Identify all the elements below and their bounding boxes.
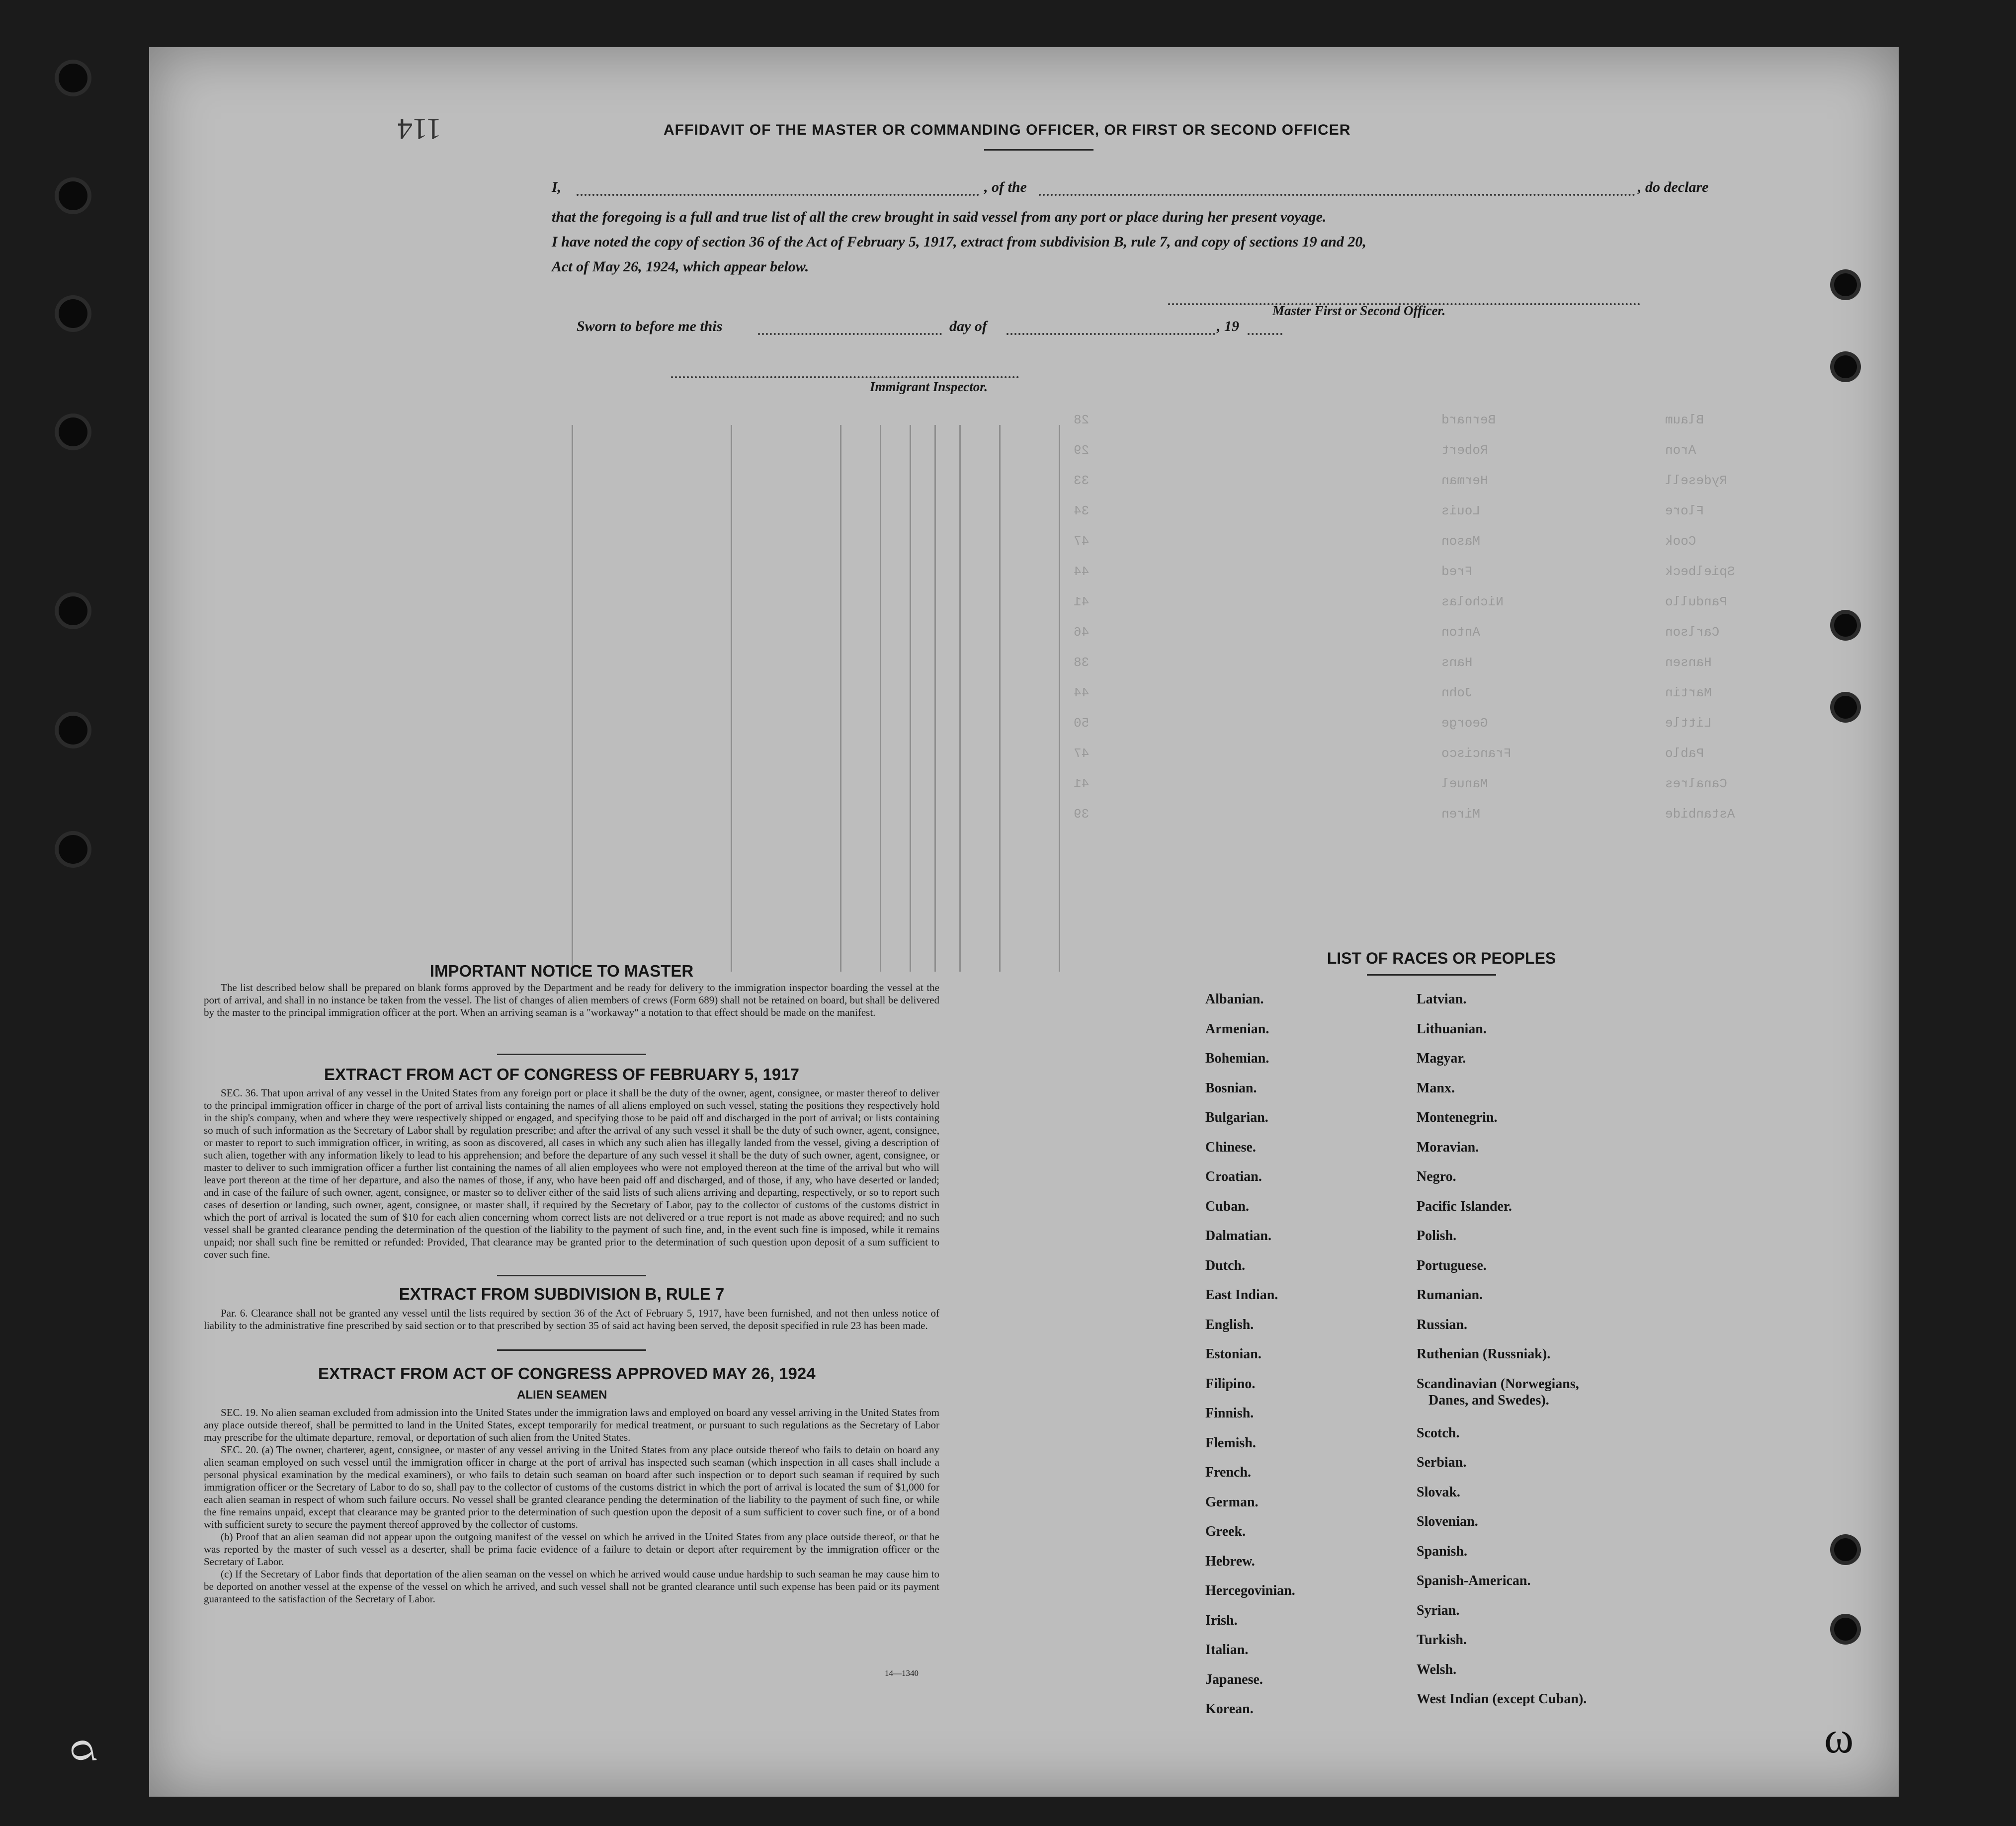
punch-hole [1834, 1618, 1857, 1641]
sec20b-paragraph: (b) Proof that an alien seaman did not appear upon the outgoing manifest of the vessel on which he arrived in the United States from any place outside thereof, or that he was reported by the master of such vessel as a deserter, shall be prima facie evidence of a failure to detain or deport after requirement by the immigration officer or the Secretary of Labor. [204, 1531, 939, 1568]
race-item: Bosnian. [1205, 1080, 1257, 1096]
race-item: Slovenian. [1417, 1514, 1478, 1530]
bleed-through-text: Bernard [1441, 413, 1496, 427]
manifest-page [60, 47, 1899, 1797]
divider [497, 1349, 646, 1351]
race-item: Flemish. [1205, 1435, 1256, 1451]
bleed-through-text: 34 [1074, 503, 1090, 518]
punch-hole [59, 835, 87, 864]
race-item: Welsh. [1417, 1661, 1457, 1677]
bleed-through-text: 44 [1074, 685, 1090, 700]
bleed-through-text: Robert [1441, 443, 1488, 458]
race-item: French. [1205, 1465, 1252, 1480]
race-item: Bulgarian. [1205, 1110, 1268, 1125]
divider [1367, 974, 1496, 976]
race-item: Pacific Islander. [1417, 1198, 1512, 1214]
sec20c-paragraph: (c) If the Secretary of Labor finds that deportation of the alien seaman on the vessel on which he arrived would cause undue hardship to such seaman he may cause him to be deported on another vessel at the expense of the vessel on which he arrived, and such vessel shall not be granted clearance until such expense has been paid or its payment guaranteed to the satisfaction of the Secretary of Labor. [204, 1568, 939, 1605]
race-item: Magyar. [1417, 1051, 1466, 1066]
extract2-text [204, 1307, 939, 1332]
bleed-through-text: Pablo [1665, 746, 1704, 761]
bleed-through-text: Blaum [1665, 413, 1704, 427]
sec20a-paragraph: SEC. 20. (a) The owner, charterer, agent, consignee, or master of any vessel arriving in the United States from any place outside thereof who fails to detain on board any alien seaman employed on such vessel until the immigration officer in charge at the port of arrival has inspected such seaman (which inspection in all cases shall include a personal physical examination by the medical examiners), or who fails to detain such seaman on board after such inspection or to deport such seaman if required by such immigration officer or the Secretary of Labor to do so, shall pay to the collector of customs of the customs district in which the port of arrival is located the sum of $1,000 for each alien seaman in respect of whom such failure occurs. No vessel shall be granted clearance pending the determination of the liability to the payment of such fine, or while the fine remains unpaid, except that clearance may be granted prior to the determination of such question upon the deposit of a sum sufficient to cover such fine, or of a bond with sufficient surety to secure the payment thereof approved by the collector of customs. [204, 1444, 939, 1530]
year-label: , 19 [1217, 318, 1239, 334]
bleed-through-text: John [1441, 685, 1473, 700]
race-item: Filipino. [1205, 1376, 1256, 1392]
column-line [999, 425, 1001, 972]
punch-hole [1834, 273, 1857, 296]
punch-hole [1834, 1538, 1857, 1561]
bleed-through-text: Hans [1441, 655, 1473, 670]
race-item: Croatian. [1205, 1169, 1262, 1184]
bleed-through-text: Spielbeck [1665, 564, 1735, 579]
column-line [840, 425, 841, 972]
extract2-title: EXTRACT FROM SUBDIVISION B, RULE 7 [399, 1285, 725, 1303]
bleed-through-text: Hansen [1665, 655, 1712, 670]
race-item: Korean. [1205, 1701, 1254, 1717]
race-item: Dutch. [1205, 1257, 1246, 1273]
bleed-through-text: George [1441, 716, 1488, 731]
form-code: 14—1340 [885, 1668, 919, 1678]
punch-hole [59, 64, 87, 92]
race-item: Japanese. [1205, 1671, 1263, 1687]
sworn-label: Sworn to before me this [577, 318, 723, 334]
race-item: Albanian. [1205, 992, 1264, 1007]
bleed-through-text: 47 [1074, 746, 1090, 761]
affidavit-i: I, [552, 179, 562, 195]
bleed-through-text: Astanbide [1665, 807, 1735, 822]
day-of-label: day of [949, 318, 987, 334]
races-title: LIST OF RACES OR PEOPLES [1327, 949, 1556, 967]
column-line [731, 425, 732, 972]
race-item: Cuban. [1205, 1198, 1249, 1214]
race-item: Danes, and Swedes). [1428, 1392, 1549, 1408]
race-item: Spanish. [1417, 1543, 1467, 1559]
race-item: Ruthenian (Russniak). [1417, 1346, 1551, 1362]
race-item: Finnish. [1205, 1406, 1254, 1421]
bleed-through-text: Aron [1665, 443, 1696, 458]
bleed-through-text: Nicholas [1441, 594, 1504, 609]
race-item: Hebrew. [1205, 1553, 1255, 1569]
bleed-through-text: 33 [1074, 473, 1090, 488]
race-item: Irish. [1205, 1612, 1238, 1628]
inspector-label: Immigrant Inspector. [870, 379, 988, 394]
extract3-subtitle: ALIEN SEAMEN [517, 1388, 607, 1402]
page-number: 114 [398, 113, 441, 146]
bleed-through-text: Rydesell [1665, 473, 1727, 488]
divider [497, 1054, 646, 1055]
year-blank [1248, 333, 1282, 335]
race-item: Lithuanian. [1417, 1021, 1487, 1037]
bleed-through-text: Fred [1441, 564, 1473, 579]
extract2-paragraph: Par. 6. Clearance shall not be granted any vessel until the lists required by section 36 of the Act of February 5, 1917, have been furnished, and not then unless notice of liability to the administrative fine prescribed by said section or to that prescribed by section 35 of said act having been served, the deposit specified in rule 23 has been made. [204, 1307, 939, 1331]
punch-hole [1834, 614, 1857, 637]
race-item: Syrian. [1417, 1602, 1460, 1618]
bleed-through-text: Mason [1441, 534, 1481, 549]
column-line [934, 425, 936, 972]
bleed-through-text: Louis [1441, 503, 1481, 518]
affidavit-line3: I have noted the copy of section 36 of the Act of February 5, 1917, extract from subdivision B, rule 7, and copy of sections 19 and 20, [552, 234, 1366, 250]
punch-hole [59, 181, 87, 210]
column-line [880, 425, 881, 972]
race-item: Manx. [1417, 1080, 1455, 1096]
name-blank [577, 194, 979, 196]
race-item: Latvian. [1417, 992, 1467, 1007]
affidavit-title: AFFIDAVIT OF THE MASTER OR COMMANDING OFFICER, OR FIRST OR SECOND OFFICER [664, 122, 1351, 138]
race-item: Chinese. [1205, 1139, 1256, 1155]
bleed-through-text: Canalres [1665, 776, 1727, 791]
race-item: Russian. [1417, 1317, 1467, 1332]
race-item: West Indian (except Cuban). [1417, 1691, 1587, 1707]
punch-hole [59, 299, 87, 328]
race-item: Bohemian. [1205, 1051, 1269, 1066]
extract3-text [204, 1407, 939, 1605]
vessel-blank [1039, 194, 1635, 196]
bleed-through-text: Pandullo [1665, 594, 1727, 609]
bleed-through-text: 47 [1074, 534, 1090, 549]
extract1-paragraph: SEC. 36. That upon arrival of any vessel in the United States from any foreign port or place it shall be the duty of the owner, agent, consignee, or master thereof to deliver to the principal immigration officer in charge of the port of arrival lists containing the names of all aliens employed on such vessel, stating the positions they respectively hold in the ship's company, when and where they were respectively shipped or engaged, and specifying those to be paid off and discharged in the port of arrival; or lists containing so much of such information as the Secretary of Labor shall by regulation prescribe; and after the arrival of any such vessel it shall be the duty of such owner, agent, consignee, or master to report to such immigration officer, in writing, as soon as discovered, all cases in which any such alien has illegally landed from the vessel, giving a description of such alien, together with any information likely to lead to his apprehension; and before the departure of any such vessel it shall be the duty of such owner, agent, consignee, or master to deliver to such immigration officer a further list containing the names of all alien employees who were not employed thereon at the time of the arrival but who will leave port thereon at the time of her departure, and also the names of those, if any, who have been paid off and discharged, and of those, if any, who have deserted or landed; and in case of the failure of such owner, agent, consignee, or master so to deliver either of the said lists of such aliens arriving and departing, respectively, or so to report such cases of desertion or landing, such owner, agent, consignee, or master shall, if required by the Secretary of Labor, pay to the collector of customs of the customs district in which the port of arrival is located the sum of $10 for each alien concerning whom correct lists are not delivered or a true report is not made as above required; and no such vessel shall be granted clearance pending the determination of the question of the liability to the payment of such fine, and, in the event such fine is imposed, while it remains unpaid; nor shall such fine be remitted or refunded: Provided, That clearance may be granted prior to the determination of such question upon deposit of a sum sufficient to cover such fine. [204, 1087, 939, 1260]
bleed-through-text: 41 [1074, 594, 1090, 609]
race-item: East Indian. [1205, 1287, 1278, 1303]
race-item: Greek. [1205, 1524, 1246, 1539]
race-item: Negro. [1417, 1169, 1456, 1184]
race-item: Italian. [1205, 1642, 1249, 1658]
sec19-paragraph: SEC. 19. No alien seaman excluded from admission into the United States under the immigration laws and employed on board any vessel arriving in the United States from any place outside thereof, shall be permitted to land in the United States, except temporarily for medical treatment, or pursuant to such regulations as the Secretary of Labor may prescribe for the ultimate departure, removal, or deportation of such alien from the United States. [204, 1407, 939, 1443]
inspector-signature-line [671, 376, 1019, 378]
bleed-through-text: Flore [1665, 503, 1704, 518]
race-item: Scotch. [1417, 1425, 1460, 1441]
race-item: Montenegrin. [1417, 1110, 1498, 1125]
punch-hole [1834, 696, 1857, 719]
affidavit-line4: Act of May 26, 1924, which appear below. [552, 258, 809, 275]
master-signature-label: Master First or Second Officer. [1272, 303, 1446, 318]
bleed-through-text: Manuel [1441, 776, 1488, 791]
race-item: English. [1205, 1317, 1254, 1332]
race-item: Spanish-American. [1417, 1573, 1531, 1589]
race-item: Armenian. [1205, 1021, 1269, 1037]
bleed-through-text: Little [1665, 716, 1712, 731]
extract1-text [204, 1087, 939, 1261]
race-item: Rumanian. [1417, 1287, 1483, 1303]
bleed-through-text: 41 [1074, 776, 1090, 791]
bleed-through-text: 46 [1074, 625, 1090, 640]
race-item: Hercegovinian. [1205, 1583, 1295, 1598]
sworn-date-blank [758, 333, 942, 335]
month-blank [1007, 333, 1215, 335]
extract1-title: EXTRACT FROM ACT OF CONGRESS OF FEBRUARY 5, 1917 [324, 1065, 799, 1083]
affidavit-of-the: , of the [984, 179, 1027, 195]
race-item: Polish. [1417, 1228, 1457, 1244]
race-item: Slovak. [1417, 1484, 1460, 1500]
bleed-through-text: Francisco [1441, 746, 1512, 761]
punch-hole [59, 716, 87, 745]
column-line [910, 425, 911, 972]
affidavit-do-declare: , do declare [1638, 179, 1709, 195]
bleed-through-text: Herman [1441, 473, 1488, 488]
punch-hole [1834, 355, 1857, 378]
bleed-through-text: 28 [1074, 413, 1090, 427]
extract3-title: EXTRACT FROM ACT OF CONGRESS APPROVED MAY 26, 1924 [318, 1364, 816, 1383]
race-item: Dalmatian. [1205, 1228, 1271, 1244]
punch-hole [59, 417, 87, 446]
bleed-through-text: 29 [1074, 443, 1090, 458]
affidavit-line2: that the foregoing is a full and true list of all the crew brought in said vessel from any port or place during her present voyage. [552, 209, 1327, 225]
bleed-through-text: 50 [1074, 716, 1090, 731]
column-line [1059, 425, 1060, 972]
bleed-through-text: 44 [1074, 564, 1090, 579]
margin-mark: σ [60, 1734, 113, 1766]
column-line [572, 425, 573, 972]
divider [497, 1275, 646, 1276]
race-item: Serbian. [1417, 1455, 1467, 1471]
bleed-through-text: 39 [1074, 807, 1090, 822]
bleed-through-text: Martin [1665, 685, 1712, 700]
bleed-through-text: Miren [1441, 807, 1481, 822]
column-line [959, 425, 961, 972]
bleed-through-text: 38 [1074, 655, 1090, 670]
race-item: Turkish. [1417, 1632, 1467, 1648]
punch-hole [59, 596, 87, 625]
race-item: Moravian. [1417, 1139, 1479, 1155]
bleed-through-text: Carlson [1665, 625, 1720, 640]
notice-title: IMPORTANT NOTICE TO MASTER [429, 962, 694, 980]
margin-mark: ω [1824, 1713, 1854, 1762]
bleed-through-text: Anton [1441, 625, 1481, 640]
bleed-through-text: Cook [1665, 534, 1696, 549]
notice-text [204, 982, 939, 1019]
notice-paragraph: The list described below shall be prepared on blank forms approved by the Department and be ready for delivery to the immigration inspector boarding the vessel at the port of arrival, and shall in no instance be taken from the vessel. The list of changes of alien members of crews (Form 689) shall not be retained on board, but shall be delivered by the master to the principal immigration officer at the port. When an arriving seaman is a "workaway" a notation to that effect should be made on the manifest. [204, 982, 939, 1018]
divider [984, 149, 1093, 151]
race-item: Estonian. [1205, 1346, 1261, 1362]
race-item: Scandinavian (Norwegians, [1417, 1376, 1579, 1392]
race-item: Portuguese. [1417, 1257, 1487, 1273]
race-item: German. [1205, 1494, 1259, 1510]
